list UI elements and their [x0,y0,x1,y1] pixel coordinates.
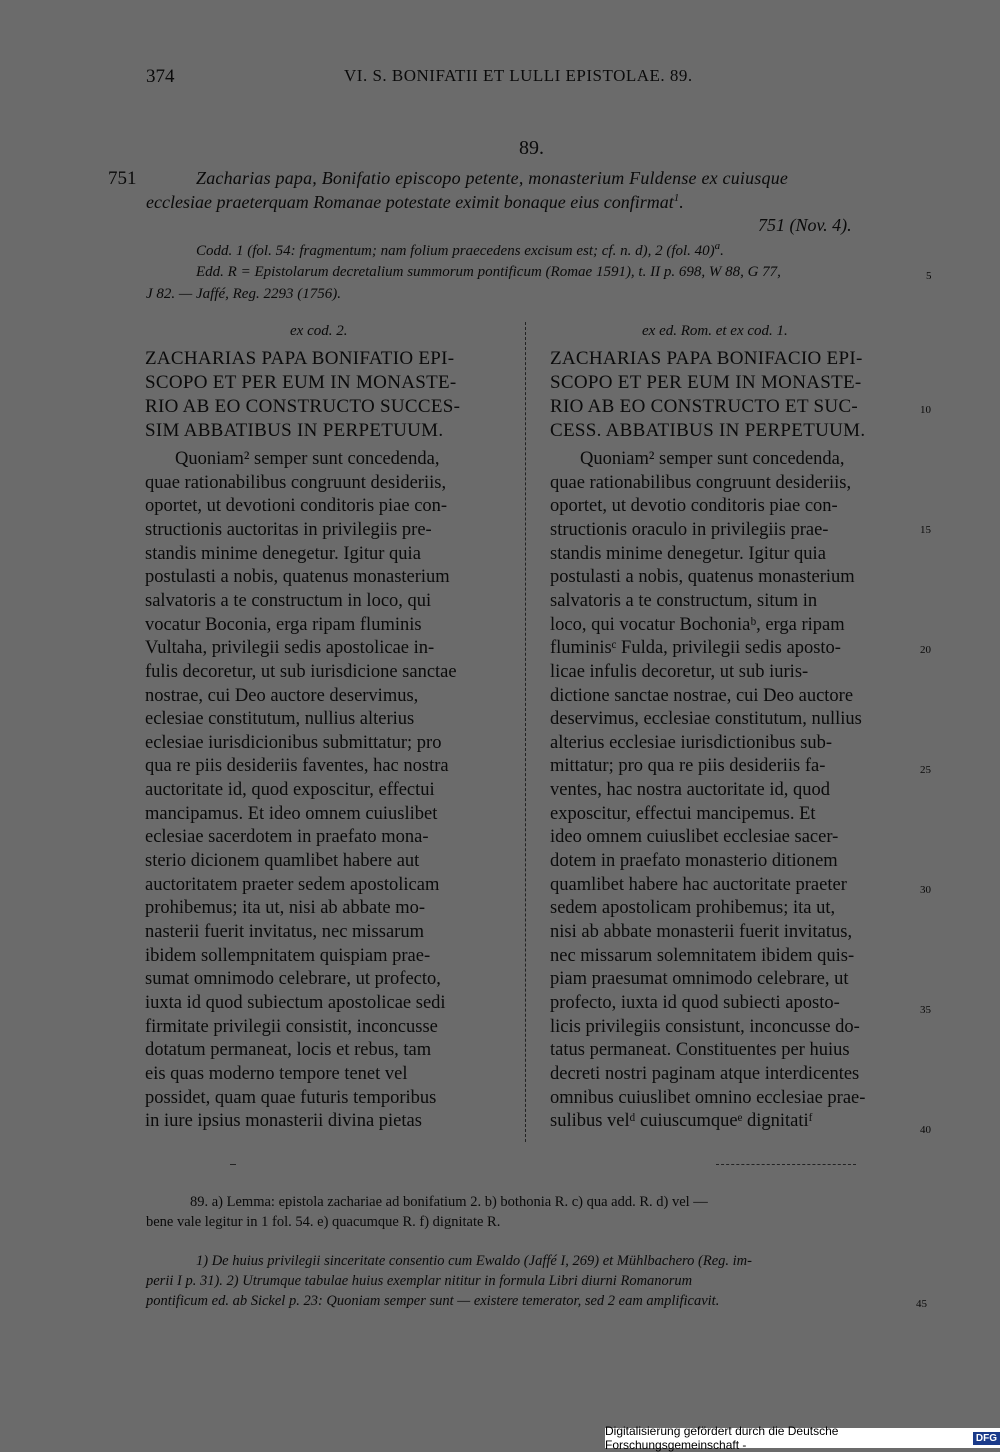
right-body-line: licis privilegiis consistunt, inconcusse do- [550,1016,860,1037]
right-body-line: licae infulis decoretur, ut sub iuris- [550,661,809,682]
right-heading-1: ZACHARIAS PAPA BONIFACIO EPI- [550,348,863,369]
margin-number-10: 10 [920,404,931,416]
dfg-logo-icon: DFG [973,1432,1000,1445]
margin-number-45: 45 [916,1298,927,1310]
left-body-line: iuxta id quod subiectum apostolicae sedi [145,992,446,1013]
right-body-line: nec missarum solemnitatem ibidem quis- [550,945,855,966]
right-body-line: dotem in praefato monasterio ditionem [550,851,838,872]
critical-note-1: 89. a) Lemma: epistola zachariae ad bonifatium 2. b) bothonia R. c) qua add. R. d) vel — [190,1194,708,1210]
right-body-line: piam praesumat omnimodo celebrare, ut [550,969,849,990]
left-body-line: dotatum permaneat, locis et rebus, tam [145,1040,432,1061]
right-body-line: ideo omnem cuiuslibet ecclesiae sacer- [550,827,839,848]
right-body-line: quae rationabilibus congruunt desideriis, [550,472,852,493]
left-body-line: vocatur Boconia, erga ripam fluminis [145,614,422,635]
letter-number: 89. [519,137,544,159]
left-body-line: salvatoris a te constructum in loco, qui [145,590,432,611]
apparatus-codd-mark: a [714,240,721,252]
left-body-line: auctoritate id, quod exposcitur, effectui [145,780,435,801]
summary-line-1: Zacharias papa, Bonifatio episcopo petente, monasterium Fuldense ex cuiusque [196,168,789,188]
page-number: 374 [146,66,175,87]
margin-number-15: 15 [920,524,931,536]
left-body-line: Quoniam² semper sunt concedenda, [175,449,440,469]
right-end-rule [716,1164,856,1165]
left-body-line: nostrae, cui Deo auctore deservimus, [145,685,419,706]
left-body-line: eis quas moderno tempore tenet vel [145,1063,408,1084]
right-body-line: mittatur; pro qua re piis desideriis fa- [550,756,826,777]
left-body-line: standis minime denegetur. Igitur quia [145,543,421,564]
margin-number-35: 35 [920,1004,931,1016]
right-body-line: ventes, hac nostra auctoritate id, quod [550,780,830,801]
critical-note-2: bene vale legitur in 1 fol. 54. e) quacumque R. f) dignitate R. [146,1214,501,1230]
right-body-line: profecto, iuxta id quod subiecti aposto- [550,992,840,1013]
left-body-line: nasterii fuerit invitatus, nec missarum [145,922,424,942]
summary-line-2-text: ecclesiae praeterquam Romanae potestate eximit bonaque eius confirmat [146,192,674,212]
left-body-line: quae rationabilibus congruunt desideriis, [145,472,447,493]
right-body-line: Quoniam² semper sunt concedenda, [580,449,845,469]
right-body-line: tatus permaneat. Constituentes per huius [550,1040,850,1061]
footnote-line-1: 1) De huius privilegii sinceritate consentio cum Ewaldo (Jaffé I, 269) et Mühlbachero (Reg. im- [196,1253,752,1269]
dfg-footer-text: Digitalisierung gefördert durch die Deutsche Forschungsgemeinschaft - [605,1424,839,1452]
right-body-line: salvatoris a te constructum, situm in [550,590,818,611]
margin-number-30: 30 [920,884,931,896]
right-body-line: deservimus, ecclesiae constitutum, nullius [550,709,862,730]
left-body-line: eclesiae sacerdotem in praefato mona- [145,827,429,848]
left-end-rule [230,1164,236,1165]
left-body-line: qua re piis desideriis faventes, hac nostra [145,756,449,777]
left-body-line: fulis decoretur, ut sub iurisdicione sanctae [145,661,457,682]
margin-number-25: 25 [920,764,931,776]
apparatus-codd-text: Codd. 1 (fol. 54: fragmentum; nam folium praecedens excisum est; cf. n. d), 2 (fol. 40) [196,243,715,259]
summary-footnote-mark: 1 [673,192,680,204]
right-body-line: oportet, ut devotio conditoris piae con- [550,496,838,517]
margin-number-5: 5 [926,270,932,282]
right-source: ex ed. Rom. et ex cod. 1. [642,323,788,339]
apparatus-edd: Edd. R = Epistolarum decretalium summorum pontificum (Romae 1591), t. II p. 698, W 88, G 77, [196,264,781,280]
right-body-line: nisi ab abbate monasterii fuerit invitatus, [550,922,853,942]
right-body-line: omnibus cuiuslibet omnino ecclesiae prae- [550,1087,866,1108]
margin-number-40: 40 [920,1124,931,1136]
right-body-line: sulibus velᵈ cuiuscumqueᵉ dignitatiᶠ [550,1111,813,1132]
left-heading-4: SIM ABBATIBUS IN PERPETUUM. [145,420,444,441]
right-heading-3: RIO AB EO CONSTRUCTO ET SUC- [550,396,859,417]
right-heading-2: SCOPO ET PER EUM IN MONASTE- [550,372,862,393]
right-body-line: exposcitur, effectui mancipemus. Et [550,803,816,824]
right-body-line: alterius ecclesiae iurisdictionibus sub- [550,732,833,753]
margin-number-20: 20 [920,644,931,656]
left-heading-2: SCOPO ET PER EUM IN MONASTE- [145,372,457,393]
left-body-line: mancipamus. Et ideo omnem cuiuslibet [145,803,438,824]
left-body-line: prohibemus; ita ut, nisi ab abbate mo- [145,898,426,919]
left-heading-1: ZACHARIAS PAPA BONIFATIO EPI- [145,348,455,369]
apparatus-jaffe: J 82. — Jaffé, Reg. 2293 (1756). [146,286,341,302]
right-heading-4: CESS. ABBATIBUS IN PERPETUUM. [550,420,866,441]
left-body-line: eclesiae constitutum, nullius alterius [145,709,415,730]
left-source: ex cod. 2. [290,323,348,339]
left-body-line: sterio dicionem quamlibet habere aut [145,851,420,872]
dfg-footer-bar [605,1424,1000,1452]
left-body-line: eclesiae iurisdicionibus submittatur; pro [145,732,442,753]
running-title: VI. S. BONIFATII ET LULLI EPISTOLAE. 89. [344,66,693,85]
right-body-line: structionis oraculo in privilegiis prae- [550,519,829,540]
left-body-line: postulasti a nobis, quatenus monasterium [145,567,450,588]
left-body-line: ibidem sollempnitatem quispiam prae- [145,945,431,966]
summary-line-2: ecclesiae praeterquam Romanae potestate eximit bonaque eius confirmat$^1$. [146,192,684,212]
summary-date: 751 (Nov. 4). [758,215,852,235]
left-body-line: in iure ipsius monasterii divina pietas [145,1111,422,1132]
footnote-line-3: pontificum ed. ab Sickel p. 23: Quoniam semper sunt — existere temerator, sed 2 eam amplificavit. [146,1293,720,1309]
year-margin: 751 [108,168,137,189]
right-body-line: loco, qui vocatur Bochoniaᵇ, erga ripam [550,614,845,635]
left-body-line: Vultaha, privilegii sedis apostolicae in- [145,638,435,659]
right-body-line: sedem apostolicam prohibemus; ita ut, [550,898,836,919]
right-body-line: dictione sanctae nostrae, cui Deo auctore [550,685,854,706]
left-body-line: auctoritatem praeter sedem apostolicam [145,874,440,895]
right-body-line: fluminisᶜ Fulda, privilegii sedis aposto- [550,638,841,659]
left-body-line: possidet, quam quae futuris temporibus [145,1087,437,1108]
apparatus-codd: Codd. 1 (fol. 54: fragmentum; nam folium praecedens excisum est; cf. n. d), 2 (fol. 40)$^a$. [196,240,724,259]
left-body-line: sumat omnimodo celebrare, ut profecto, [145,969,441,990]
left-body-line: firmitate privilegii consistit, inconcusse [145,1016,438,1037]
right-body-line: decreti nostri paginam atque interdicentes [550,1063,860,1084]
right-body-line: quamlibet habere hac auctoritate praeter [550,874,847,895]
left-body-line: structionis auctoritas in privilegiis pre- [145,519,432,540]
right-body-line: postulasti a nobis, quatenus monasterium [550,567,855,588]
left-body-line: oportet, ut devotioni conditoris piae con- [145,496,448,517]
left-heading-3: RIO AB EO CONSTRUCTO SUCCES- [145,396,461,417]
right-body-line: standis minime denegetur. Igitur quia [550,543,826,564]
column-divider [525,322,526,1142]
footnote-line-2: perii I p. 31). 2) Utrumque tabulae huius exemplar nititur in formula Libri diurni Romanorum [146,1273,693,1289]
